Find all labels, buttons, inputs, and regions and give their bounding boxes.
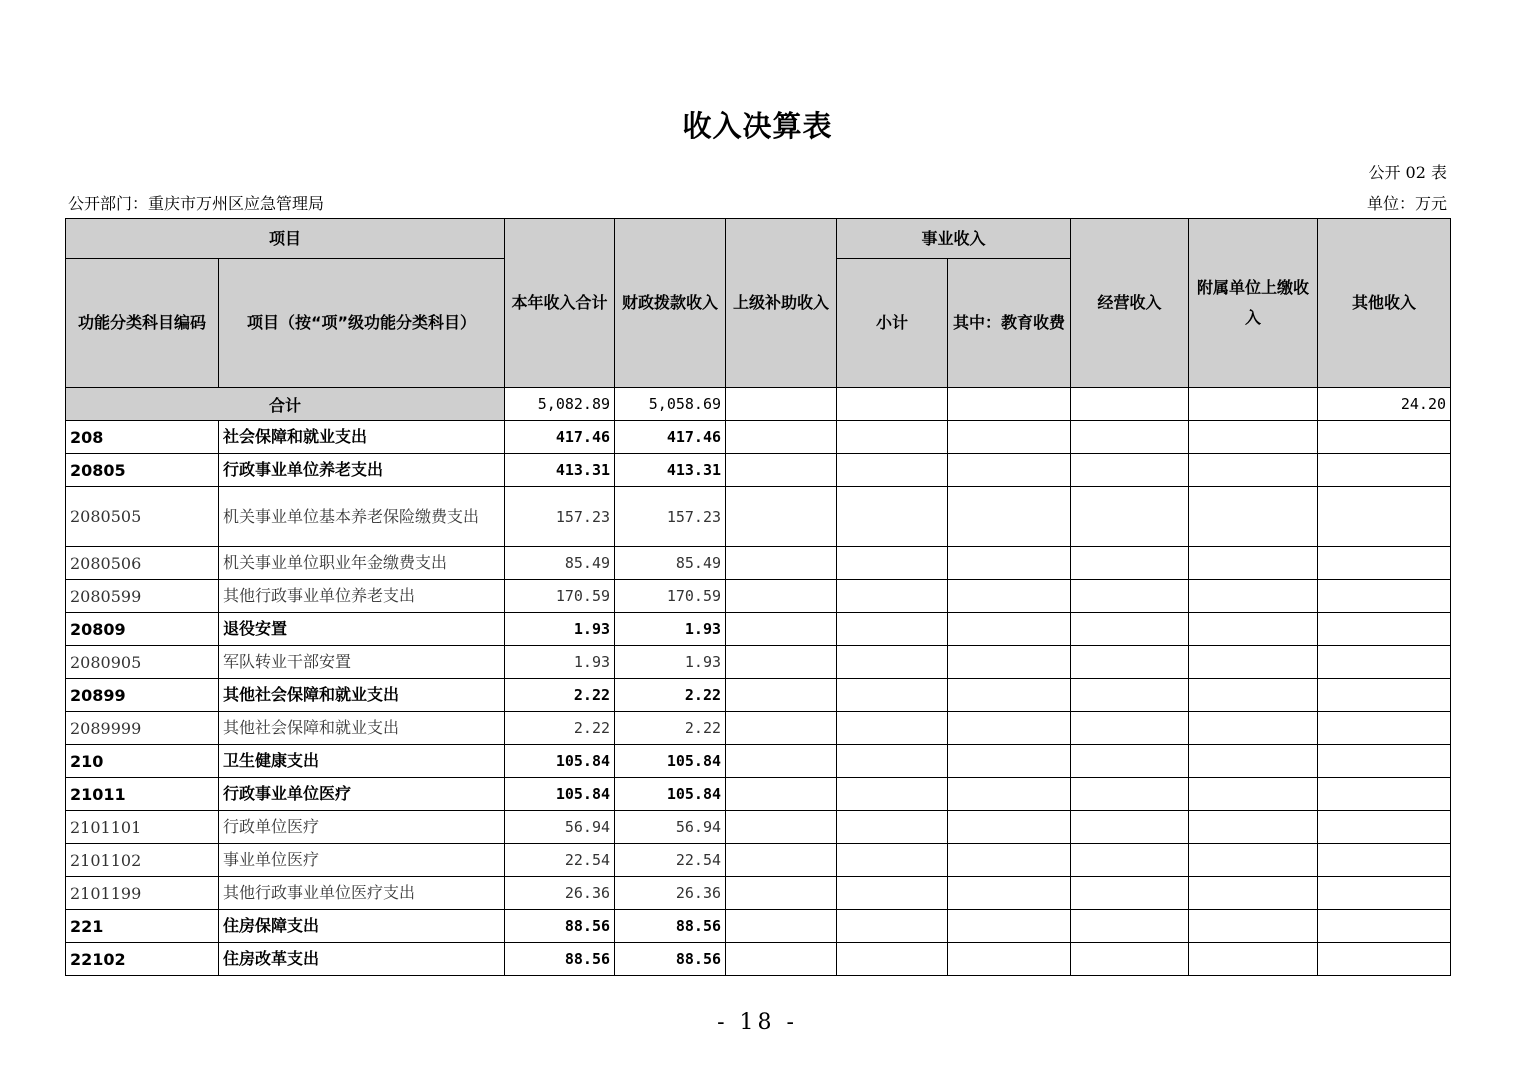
row-code: 2101102 (66, 844, 219, 877)
row-subsidy (726, 745, 837, 778)
row-affiliated (1189, 811, 1318, 844)
table-row (66, 712, 1451, 745)
total-other-cell: 24.20 (1318, 388, 1451, 421)
row-fiscal: 56.94 (615, 811, 726, 844)
header-project: 项目 (66, 219, 505, 259)
row-operating (1071, 454, 1189, 487)
row-subsidy (726, 646, 837, 679)
row-code: 2080506 (66, 547, 219, 580)
header-affiliated: 附属单位上缴收入 (1189, 219, 1318, 388)
row-subsidy (726, 778, 837, 811)
row-subsidy (726, 547, 837, 580)
row-other (1318, 943, 1451, 976)
total-operating-cell (1071, 388, 1189, 421)
row-name: 机关事业单位基本养老保险缴费支出 (219, 487, 505, 547)
row-name: 卫生健康支出 (219, 745, 505, 778)
row-education (948, 811, 1071, 844)
row-operating (1071, 811, 1189, 844)
row-total-income: 26.36 (505, 877, 615, 910)
row-affiliated (1189, 421, 1318, 454)
row-affiliated (1189, 844, 1318, 877)
row-affiliated (1189, 547, 1318, 580)
row-affiliated (1189, 712, 1318, 745)
row-fiscal: 85.49 (615, 547, 726, 580)
row-other (1318, 646, 1451, 679)
row-education (948, 646, 1071, 679)
row-fiscal: 1.93 (615, 646, 726, 679)
row-code: 221 (66, 910, 219, 943)
header-code: 功能分类科目编码 (66, 259, 219, 388)
row-fiscal: 170.59 (615, 580, 726, 613)
row-other (1318, 580, 1451, 613)
row-fiscal: 88.56 (615, 910, 726, 943)
row-other (1318, 679, 1451, 712)
row-subsidy (726, 679, 837, 712)
row-fiscal: 2.22 (615, 679, 726, 712)
row-education (948, 877, 1071, 910)
page-title: 收入决算表 (682, 109, 833, 143)
row-subtotal (837, 844, 948, 877)
row-other (1318, 712, 1451, 745)
row-subsidy (726, 712, 837, 745)
row-name: 军队转业干部安置 (219, 646, 505, 679)
table-row (66, 811, 1451, 844)
row-total-income: 157.23 (505, 487, 615, 547)
row-education (948, 712, 1071, 745)
row-total-income: 56.94 (505, 811, 615, 844)
row-subtotal (837, 613, 948, 646)
row-other (1318, 487, 1451, 547)
row-subsidy (726, 580, 837, 613)
row-operating (1071, 745, 1189, 778)
table-row (66, 679, 1451, 712)
income-table (65, 218, 1451, 976)
row-name: 其他社会保障和就业支出 (219, 679, 505, 712)
row-affiliated (1189, 487, 1318, 547)
row-code: 2080599 (66, 580, 219, 613)
header-other: 其他收入 (1318, 219, 1451, 388)
row-affiliated (1189, 745, 1318, 778)
row-education (948, 487, 1071, 547)
row-fiscal: 22.54 (615, 844, 726, 877)
row-total-income: 417.46 (505, 421, 615, 454)
row-subsidy (726, 454, 837, 487)
header-name: 项目（按“项”级功能分类科目） (219, 259, 505, 388)
row-total-income: 85.49 (505, 547, 615, 580)
row-subtotal (837, 679, 948, 712)
table-code: 公开 02 表 (1368, 163, 1447, 182)
row-subtotal (837, 547, 948, 580)
row-total-income: 2.22 (505, 679, 615, 712)
row-fiscal: 413.31 (615, 454, 726, 487)
row-operating (1071, 778, 1189, 811)
row-code: 20809 (66, 613, 219, 646)
row-total-income: 22.54 (505, 844, 615, 877)
row-operating (1071, 487, 1189, 547)
row-subsidy (726, 844, 837, 877)
row-total-income: 105.84 (505, 778, 615, 811)
row-operating (1071, 910, 1189, 943)
header-education: 其中：教育收费 (948, 259, 1071, 388)
row-subsidy (726, 487, 837, 547)
table-row (66, 454, 1451, 487)
header-fiscal: 财政拨款收入 (615, 219, 726, 388)
row-education (948, 580, 1071, 613)
header-business: 事业收入 (837, 219, 1071, 259)
row-education (948, 679, 1071, 712)
row-affiliated (1189, 910, 1318, 943)
row-name: 住房改革支出 (219, 943, 505, 976)
row-subsidy (726, 943, 837, 976)
table-row (66, 487, 1451, 547)
table-row (66, 877, 1451, 910)
row-education (948, 547, 1071, 580)
row-fiscal: 157.23 (615, 487, 726, 547)
row-code: 2101199 (66, 877, 219, 910)
row-name: 事业单位医疗 (219, 844, 505, 877)
row-name: 其他行政事业单位养老支出 (219, 580, 505, 613)
row-total-income: 170.59 (505, 580, 615, 613)
row-operating (1071, 421, 1189, 454)
row-total-income: 105.84 (505, 745, 615, 778)
row-total-income: 1.93 (505, 613, 615, 646)
total-education-cell (948, 388, 1071, 421)
row-subsidy (726, 613, 837, 646)
row-subtotal (837, 745, 948, 778)
row-code: 2080905 (66, 646, 219, 679)
row-subtotal (837, 943, 948, 976)
row-subtotal (837, 910, 948, 943)
row-total-income: 1.93 (505, 646, 615, 679)
row-operating (1071, 943, 1189, 976)
row-affiliated (1189, 580, 1318, 613)
row-name: 退役安置 (219, 613, 505, 646)
row-code: 210 (66, 745, 219, 778)
row-education (948, 844, 1071, 877)
row-fiscal: 1.93 (615, 613, 726, 646)
row-subtotal (837, 712, 948, 745)
table-row (66, 547, 1451, 580)
table-row (66, 580, 1451, 613)
total-affiliated-cell (1189, 388, 1318, 421)
row-education (948, 910, 1071, 943)
row-affiliated (1189, 613, 1318, 646)
row-code: 20805 (66, 454, 219, 487)
row-subsidy (726, 421, 837, 454)
row-other (1318, 910, 1451, 943)
row-affiliated (1189, 646, 1318, 679)
row-operating (1071, 844, 1189, 877)
row-operating (1071, 613, 1189, 646)
table-row (66, 910, 1451, 943)
table-row (66, 745, 1451, 778)
row-other (1318, 547, 1451, 580)
row-other (1318, 811, 1451, 844)
total-income-cell: 5,082.89 (505, 388, 615, 421)
row-affiliated (1189, 943, 1318, 976)
row-subsidy (726, 910, 837, 943)
row-other (1318, 877, 1451, 910)
total-label: 合计 (66, 388, 505, 421)
row-education (948, 421, 1071, 454)
row-fiscal: 105.84 (615, 778, 726, 811)
header-total-income: 本年收入合计 (505, 219, 615, 388)
row-name: 机关事业单位职业年金缴费支出 (219, 547, 505, 580)
row-other (1318, 421, 1451, 454)
row-operating (1071, 646, 1189, 679)
row-operating (1071, 547, 1189, 580)
row-name: 行政单位医疗 (219, 811, 505, 844)
row-total-income: 88.56 (505, 943, 615, 976)
row-name: 社会保障和就业支出 (219, 421, 505, 454)
row-code: 2089999 (66, 712, 219, 745)
total-fiscal-cell: 5,058.69 (615, 388, 726, 421)
row-code: 20899 (66, 679, 219, 712)
table-row (66, 613, 1451, 646)
table-row (66, 421, 1451, 454)
row-subtotal (837, 778, 948, 811)
row-affiliated (1189, 778, 1318, 811)
row-fiscal: 2.22 (615, 712, 726, 745)
total-subtotal-cell (837, 388, 948, 421)
row-name: 其他行政事业单位医疗支出 (219, 877, 505, 910)
row-operating (1071, 679, 1189, 712)
row-other (1318, 745, 1451, 778)
row-subtotal (837, 580, 948, 613)
row-education (948, 745, 1071, 778)
row-code: 21011 (66, 778, 219, 811)
row-fiscal: 88.56 (615, 943, 726, 976)
row-subtotal (837, 811, 948, 844)
row-total-income: 2.22 (505, 712, 615, 745)
department-label: 公开部门：重庆市万州区应急管理局 (68, 194, 325, 213)
row-name: 行政事业单位养老支出 (219, 454, 505, 487)
page-number: - 18 - (717, 1010, 798, 1035)
row-education (948, 613, 1071, 646)
row-subtotal (837, 487, 948, 547)
header-subsidy: 上级补助收入 (726, 219, 837, 388)
row-operating (1071, 877, 1189, 910)
table-row (66, 943, 1451, 976)
row-subtotal (837, 646, 948, 679)
row-name: 行政事业单位医疗 (219, 778, 505, 811)
total-row (66, 388, 1451, 421)
row-code: 2101101 (66, 811, 219, 844)
row-other (1318, 454, 1451, 487)
row-operating (1071, 712, 1189, 745)
row-fiscal: 26.36 (615, 877, 726, 910)
row-code: 22102 (66, 943, 219, 976)
unit-label: 单位：万元 (1366, 194, 1447, 213)
table-row (66, 844, 1451, 877)
row-education (948, 778, 1071, 811)
total-subsidy-cell (726, 388, 837, 421)
row-subtotal (837, 454, 948, 487)
row-name: 住房保障支出 (219, 910, 505, 943)
row-other (1318, 778, 1451, 811)
table-row (66, 646, 1451, 679)
row-other (1318, 844, 1451, 877)
row-subsidy (726, 877, 837, 910)
row-subsidy (726, 811, 837, 844)
row-affiliated (1189, 877, 1318, 910)
row-name: 其他社会保障和就业支出 (219, 712, 505, 745)
row-total-income: 88.56 (505, 910, 615, 943)
row-affiliated (1189, 679, 1318, 712)
header-subtotal: 小计 (837, 259, 948, 388)
row-fiscal: 105.84 (615, 745, 726, 778)
row-code: 2080505 (66, 487, 219, 547)
row-operating (1071, 580, 1189, 613)
row-affiliated (1189, 454, 1318, 487)
header-operating: 经营收入 (1071, 219, 1189, 388)
row-subtotal (837, 421, 948, 454)
row-education (948, 943, 1071, 976)
table-row (66, 778, 1451, 811)
row-education (948, 454, 1071, 487)
row-fiscal: 417.46 (615, 421, 726, 454)
row-other (1318, 613, 1451, 646)
row-total-income: 413.31 (505, 454, 615, 487)
row-code: 208 (66, 421, 219, 454)
row-subtotal (837, 877, 948, 910)
